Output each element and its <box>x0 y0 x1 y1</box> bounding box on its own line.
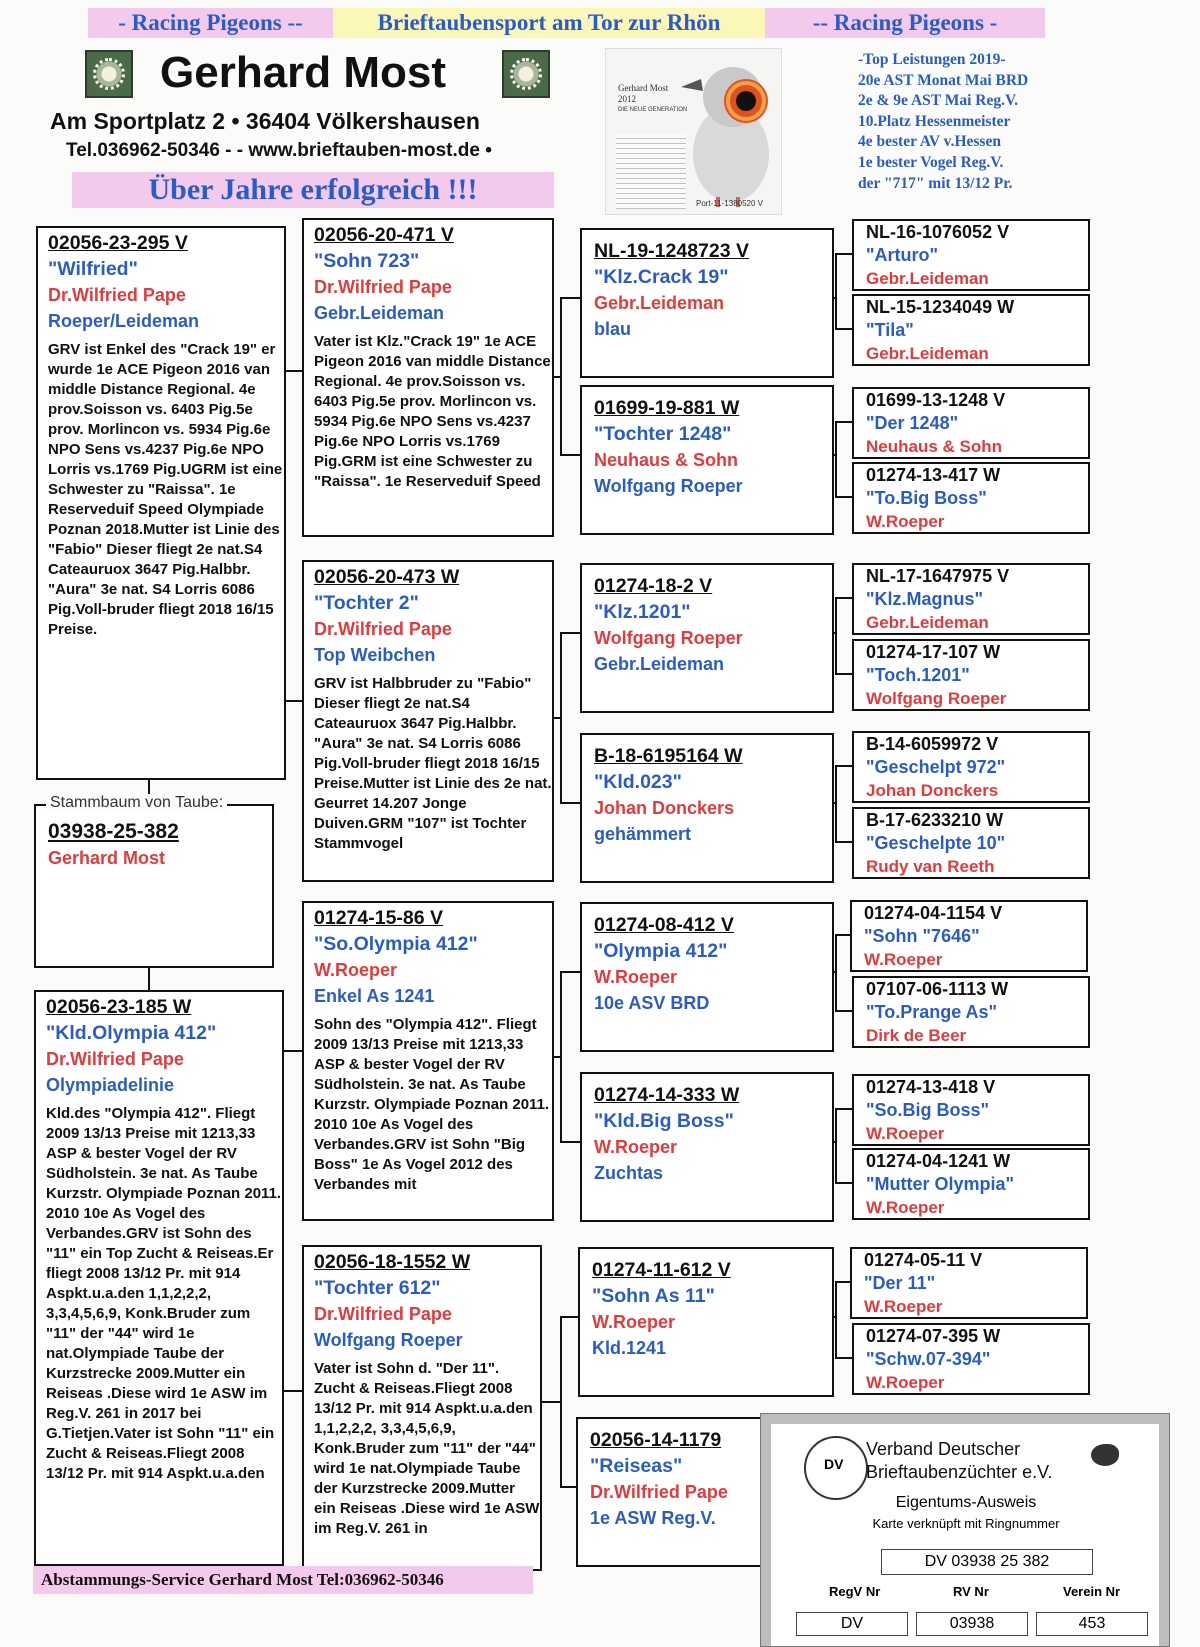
pigeon-photo <box>605 48 782 215</box>
ancestor-ring: 07107-06-1113 W <box>866 979 1009 999</box>
great-grandparent-breeder: Johan Donckers <box>594 798 735 818</box>
breeder-address: Am Sportplatz 2 • 36404 Völkershausen <box>50 108 480 134</box>
great-grandparent-ring: 01274-08-412 V <box>594 914 734 936</box>
connector-line <box>835 841 852 843</box>
ancestor-card <box>852 294 1090 366</box>
ancestor-card <box>852 639 1090 711</box>
ancestor-card <box>852 387 1090 459</box>
father-description: GRV ist Enkel des "Crack 19" er wurde 1e ACE Pigeon 2016 van middle Distance Regional. 4e prov.Soisson vs. 6403 Pig.5e prov. Morlincon vs. 5934 Pig.6e NPO Sens vs.4237 Pig.6e NPO Lorris vs.1769 Pig.UGRM ist eine Schwester zu "Raissa". 1e Reserveduif Speed Olympiade Poznan 2018.Mutter ist Linie des "Fabio" Dieser fliegt 2e nat.S4 Cateauruox 3647 Pig.Halbbr. "Aura" 3e nat. S4 Lorris 6086 Pig.Voll-bruder fliegt 2018 16/15 Preise. <box>48 341 283 638</box>
mother-card <box>34 990 284 1566</box>
connector-line <box>835 328 852 330</box>
connector-line <box>835 1281 837 1357</box>
ancestor-name: "To.Prange As" <box>866 1002 998 1022</box>
ancestor-breeder: Gebr.Leideman <box>866 269 989 288</box>
photo-subtitle: DIE NEUE GENERATION <box>618 107 688 113</box>
ancestor-ring: NL-17-1647975 V <box>866 566 1010 586</box>
great-grandparent-ring: 01274-14-333 W <box>594 1084 740 1106</box>
connector-line <box>835 765 837 841</box>
connector-line <box>560 454 580 456</box>
connector-line <box>835 597 837 673</box>
ancestor-breeder: W.Roeper <box>864 1297 943 1316</box>
achievement-line: 4e bester AV v.Hessen <box>858 133 1001 151</box>
ancestor-ring: NL-15-1234049 W <box>866 297 1015 317</box>
connector-line <box>835 253 852 255</box>
grandparent-ring: 02056-18-1552 W <box>314 1251 471 1273</box>
ancestor-breeder: Gebr.Leideman <box>866 613 989 632</box>
footer-service: Abstammungs-Service Gerhard Most Tel:036962-50346 <box>33 1566 533 1594</box>
great-grandparent-card <box>578 1247 834 1397</box>
achievement-line: 20e AST Monat Mai BRD <box>858 71 1029 89</box>
mother-description: Kld.des "Olympia 412". Fliegt 2009 13/13 Preise mit 1213,33 ASP & bester Vogel der RV Südholstein. 3e nat. As Taube Kurzstr. Olympiade Poznan 2011. 2010 10e As Vogel des Verbandes.GRV ist Sohn des "11" ein Top Zucht & Reiseas.Er fliegt 2008 13/12 Pr. mit 914 Aspkt.u.a.den 1,1,2,2,2, 3,3,4,5,6,9, Konk.Bruder zum "11" der "44" wird 1e nat.Olympiade Taube der Kurzstrecke 2009.Mutter ein Reiseas .Diese wird 1e ASW im Reg.V. 261 in 2017 bei G.Tietjen.Vater ist Sohn "11" ein Zucht & Reiseas.Fliegt 2008 13/12 Pr. mit 914 Aspkt.u.a.den <box>46 1105 282 1482</box>
connector-line <box>560 1141 580 1143</box>
ancestor-name: "So.Big Boss" <box>866 1100 990 1120</box>
ownership-card <box>760 1413 1170 1647</box>
regv-value: DV <box>796 1612 908 1636</box>
connector-line <box>560 971 562 1141</box>
ancestor-ring: 01274-05-11 V <box>864 1250 983 1270</box>
ancestor-ring: 01274-04-1154 V <box>864 903 1003 923</box>
ancestor-name: "Sohn "7646" <box>864 926 980 946</box>
breeder-name: Gerhard Most <box>160 48 447 97</box>
connector-line <box>835 253 837 328</box>
grandparent-description: Sohn des "Olympia 412". Fliegt 2009 13/13 Preise mit 1213,33 ASP & bester Vogel der RV Südholstein. 3e nat. As Taube Kurzstr. Olympiade Poznan 2011. 2010 10e As Vogel des Verbandes.GRV ist Sohn "Big Boss" 1e As Vogel 2012 des Verbandes mit <box>314 1016 550 1193</box>
great-grandparent-line: 10e ASV BRD <box>594 993 710 1013</box>
achievement-line: 2e & 9e AST Mai Reg.V. <box>858 92 1019 110</box>
achievement-line: 1e bester Vogel Reg.V. <box>858 153 1004 171</box>
great-grandparent-line: Zuchtas <box>594 1163 664 1183</box>
ancestor-card <box>852 1148 1090 1220</box>
grandparent-breeder: Dr.Wilfried Pape <box>314 1304 452 1324</box>
ancestor-breeder: Wolfgang Roeper <box>866 689 1007 708</box>
ancestor-breeder: W.Roeper <box>864 950 943 969</box>
ancestor-card <box>850 1247 1088 1319</box>
grandparent-card <box>302 1245 542 1571</box>
great-grandparent-card <box>580 563 834 713</box>
mother-ring: 02056-23-185 W <box>46 996 192 1018</box>
achievement-line: der "717" mit 13/12 Pr. <box>858 174 1013 192</box>
connector-line <box>560 1486 576 1488</box>
subject-breeder: Gerhard Most <box>48 848 166 868</box>
connector-line <box>835 496 852 498</box>
ancestor-breeder: W.Roeper <box>866 1124 945 1143</box>
flower-icon <box>502 50 550 98</box>
dv-logo-icon: DV <box>804 1436 868 1500</box>
ancestor-name: "Toch.1201" <box>866 665 970 685</box>
great-grandparent-name: "Kld.Big Boss" <box>594 1110 734 1132</box>
grandparent-card <box>302 901 554 1221</box>
subject-legend: Stammbaum von Taube: <box>46 794 227 812</box>
connector-line <box>835 934 850 936</box>
ancestor-ring: B-14-6059972 V <box>866 734 999 754</box>
great-grandparent-line: gehämmert <box>594 824 692 844</box>
great-grandparent-card <box>580 385 834 535</box>
great-grandparent-breeder: W.Roeper <box>592 1312 676 1332</box>
ancestor-name: "Tila" <box>866 320 914 340</box>
verein-value: 453 <box>1036 1612 1148 1636</box>
great-grandparent-name: "Tochter 1248" <box>594 423 732 445</box>
card-subtitle: Karte verknüpft mit Ringnummer <box>872 1516 1060 1531</box>
grandparent-card <box>302 218 554 537</box>
ancestor-card <box>852 807 1090 879</box>
ancestor-ring: 01274-13-417 W <box>866 465 1001 485</box>
grandparent-name: "So.Olympia 412" <box>314 933 478 955</box>
connector-line <box>835 1182 852 1184</box>
great-grandparent-ring: 01274-11-612 V <box>592 1259 731 1281</box>
ancestor-name: "Der 1248" <box>866 413 959 433</box>
ancestor-card <box>852 1074 1090 1146</box>
slogan: Über Jahre erfolgreich !!! <box>72 172 554 208</box>
ancestor-ring: 01274-04-1241 W <box>866 1151 1011 1171</box>
connector-line <box>835 421 852 423</box>
ancestor-name: "Arturo" <box>866 245 939 265</box>
ancestor-breeder: W.Roeper <box>866 1198 945 1217</box>
great-grandparent-name: "Sohn As 11" <box>592 1285 715 1307</box>
connector-line <box>835 1357 852 1359</box>
ancestor-card <box>852 219 1090 291</box>
regv-label: RegV Nr <box>829 1584 881 1599</box>
great-grandparent-card <box>580 733 834 883</box>
connector-line <box>560 297 562 454</box>
ancestor-breeder: Johan Donckers <box>866 781 999 800</box>
rv-value: 03938 <box>916 1612 1028 1636</box>
achievement-line: -Top Leistungen 2019- <box>858 51 1006 68</box>
ancestor-name: "Klz.Magnus" <box>866 589 984 609</box>
connector-line <box>560 1316 578 1318</box>
connector-line <box>835 673 852 675</box>
mother-breeder: Dr.Wilfried Pape <box>46 1049 184 1069</box>
mother-line: Olympiadelinie <box>46 1075 175 1095</box>
ancestor-name: "Mutter Olympia" <box>866 1174 1015 1194</box>
father-line: Roeper/Leideman <box>48 311 200 331</box>
grandparent-card <box>302 560 554 882</box>
ancestor-name: "To.Big Boss" <box>866 488 987 508</box>
achievement-line: 10.Platz Hessenmeister <box>858 112 1011 130</box>
connector-line <box>835 765 852 767</box>
ancestor-ring: 01274-17-107 W <box>866 642 1001 662</box>
great-grandparent-breeder: W.Roeper <box>594 967 678 987</box>
card-title: Eigentums-Ausweis <box>895 1494 1037 1511</box>
grandparent-line: Wolfgang Roeper <box>314 1330 463 1350</box>
ancestor-card <box>850 900 1088 972</box>
father-name: "Wilfried" <box>48 258 138 280</box>
photo-year: 2012 <box>618 94 636 104</box>
ancestor-card <box>852 563 1090 635</box>
grandparent-description: Vater ist Sohn d. "Der 11". Zucht & Reiseas.Fliegt 2008 13/12 Pr. mit 914 Aspkt.u.a.den 1,1,2,2,2, 3,3,4,5,6,9, Konk.Bruder zum "11" der "44" wird 1e nat.Olympiade Taube der Kurzstrecke 2009.Mutter ein Reiseas .Diese wird 1e ASW im Reg.V. 261 in <box>314 1360 540 1537</box>
ancestor-breeder: Gebr.Leideman <box>866 344 989 363</box>
connector-line <box>560 1316 562 1486</box>
father-breeder: Dr.Wilfried Pape <box>48 285 186 305</box>
great-grandparent-ring: 01699-19-881 W <box>594 397 740 419</box>
great-grandparent-breeder: Wolfgang Roeper <box>594 628 743 648</box>
flower-icon <box>85 50 133 98</box>
header-band-middle: Brieftaubensport am Tor zur Rhön <box>333 8 765 38</box>
grandparent-name: "Tochter 612" <box>314 1277 441 1299</box>
connector-line <box>560 632 562 802</box>
rv-label: RV Nr <box>953 1584 989 1599</box>
great-grandparent-ring: NL-19-1248723 V <box>594 240 750 262</box>
grandparent-line: Top Weibchen <box>314 645 436 665</box>
subject-card <box>34 794 274 968</box>
grandparent-ring: 01274-15-86 V <box>314 907 444 929</box>
great-grandparent-breeder: Gebr.Leideman <box>594 293 725 313</box>
grandparent-ring: 02056-20-471 V <box>314 224 454 246</box>
connector-line <box>560 971 580 973</box>
ancestor-breeder: Dirk de Beer <box>866 1026 967 1045</box>
connector-line <box>835 1281 850 1283</box>
ancestor-name: "Geschelpte 10" <box>866 833 1006 853</box>
ancestor-name: "Schw.07-394" <box>866 1349 991 1369</box>
great-grandparent-card <box>576 1417 775 1567</box>
ancestor-ring: 01274-07-395 W <box>866 1326 1001 1346</box>
great-grandparent-card <box>580 228 834 378</box>
ancestor-ring: 01699-13-1248 V <box>866 390 1006 410</box>
header-band-right: -- Racing Pigeons - <box>765 8 1045 38</box>
grandparent-description: Vater ist Klz."Crack 19" 1e ACE Pigeon 2016 van middle Distance Regional. 4e prov.Soisson vs. 6403 Pig.5e prov. Morlincon vs. 5934 Pig.6e NPO Sens vs.4237 Pig.6e NPO Lorris vs.1769 Pig.GRM ist eine Schwester zu "Raissa". 1e Reserveduif Speed <box>314 333 551 490</box>
connector-line <box>835 1010 852 1012</box>
ancestor-ring: NL-16-1076052 V <box>866 222 1010 242</box>
ancestor-breeder: Neuhaus & Sohn <box>866 437 1003 456</box>
great-grandparent-ring: B-18-6195164 W <box>594 745 743 767</box>
father-card <box>36 226 286 780</box>
ancestor-card <box>852 976 1090 1048</box>
great-grandparent-line: Wolfgang Roeper <box>594 476 743 496</box>
grandparent-name: "Sohn 723" <box>314 250 420 272</box>
ancestor-breeder: Rudy van Reeth <box>866 857 995 876</box>
great-grandparent-ring: 01274-18-2 V <box>594 575 713 597</box>
great-grandparent-name: "Reiseas" <box>590 1455 683 1477</box>
breeder-contact: Tel.036962-50346 - - www.brieftauben-most.de • <box>66 140 492 161</box>
connector-line <box>835 1108 837 1182</box>
card-ring-number: DV 03938 25 382 <box>881 1549 1093 1575</box>
great-grandparent-name: "Klz.Crack 19" <box>594 266 729 288</box>
grandparent-description: GRV ist Halbbruder zu "Fabio" Dieser fliegt 2e nat.S4 Cateauruox 3647 Pig.Halbbr. "Aura" 3e nat. S4 Lorris 6086 Pig.Voll-bruder fliegt 2018 16/15 Preise.Mutter ist Linie des 2e nat. Geurret 14.207 Jonge Duiven.GRM "107" ist Tochter Stammvogel <box>314 675 552 852</box>
verein-label: Verein Nr <box>1063 1584 1121 1599</box>
great-grandparent-ring: 02056-14-1179 <box>590 1429 722 1451</box>
ancestor-card <box>852 731 1090 803</box>
mother-name: "Kld.Olympia 412" <box>46 1022 217 1044</box>
connector-line <box>835 934 837 1010</box>
ancestor-ring: B-17-6233210 W <box>866 810 1004 830</box>
connector-line <box>560 297 580 299</box>
connector-line <box>835 421 837 496</box>
great-grandparent-card <box>580 902 834 1052</box>
ancestor-ring: 01274-13-418 V <box>866 1077 996 1097</box>
great-grandparent-name: "Klz.1201" <box>594 601 691 623</box>
association-name: Verband Deutscher Brieftaubenzüchter e.V. <box>866 1439 1053 1482</box>
ancestor-card <box>852 462 1090 534</box>
ancestor-breeder: W.Roeper <box>866 1373 945 1392</box>
achievements-list <box>858 50 1058 194</box>
ancestor-name: "Geschelpt 972" <box>866 757 1006 777</box>
father-ring: 02056-23-295 V <box>48 232 188 254</box>
connector-line <box>560 632 580 634</box>
great-grandparent-line: Gebr.Leideman <box>594 654 725 674</box>
great-grandparent-name: "Olympia 412" <box>594 940 728 962</box>
grandparent-ring: 02056-20-473 W <box>314 566 460 588</box>
great-grandparent-line: Kld.1241 <box>592 1338 667 1358</box>
ancestor-card <box>852 1323 1090 1395</box>
header-band-left: - Racing Pigeons -- <box>88 8 333 38</box>
ancestor-name: "Der 11" <box>864 1273 936 1293</box>
photo-title: Gerhard Most <box>618 83 669 93</box>
connector-line <box>835 1108 852 1110</box>
great-grandparent-breeder: Neuhaus & Sohn <box>594 450 739 470</box>
great-grandparent-name: "Kld.023" <box>594 771 682 793</box>
great-grandparent-card <box>580 1072 834 1222</box>
grandparent-name: "Tochter 2" <box>314 592 419 614</box>
great-grandparent-line: blau <box>594 319 632 339</box>
connector-line <box>560 802 580 804</box>
great-grandparent-line: 1e ASW Reg.V. <box>590 1508 716 1528</box>
subject-ring: 03938-25-382 <box>48 820 179 843</box>
ancestor-breeder: W.Roeper <box>866 512 945 531</box>
grandparent-breeder: Dr.Wilfried Pape <box>314 619 452 639</box>
photo-ring-number: Port-11-1380520 V <box>696 199 764 208</box>
great-grandparent-breeder: W.Roeper <box>594 1137 678 1157</box>
pigeon-image <box>661 59 782 209</box>
pigeon-icon <box>1091 1444 1119 1466</box>
connector-line <box>835 597 852 599</box>
grandparent-line: Enkel As 1241 <box>314 986 435 1006</box>
grandparent-line: Gebr.Leideman <box>314 303 445 323</box>
great-grandparent-breeder: Dr.Wilfried Pape <box>590 1482 728 1502</box>
grandparent-breeder: W.Roeper <box>314 960 398 980</box>
grandparent-breeder: Dr.Wilfried Pape <box>314 277 452 297</box>
